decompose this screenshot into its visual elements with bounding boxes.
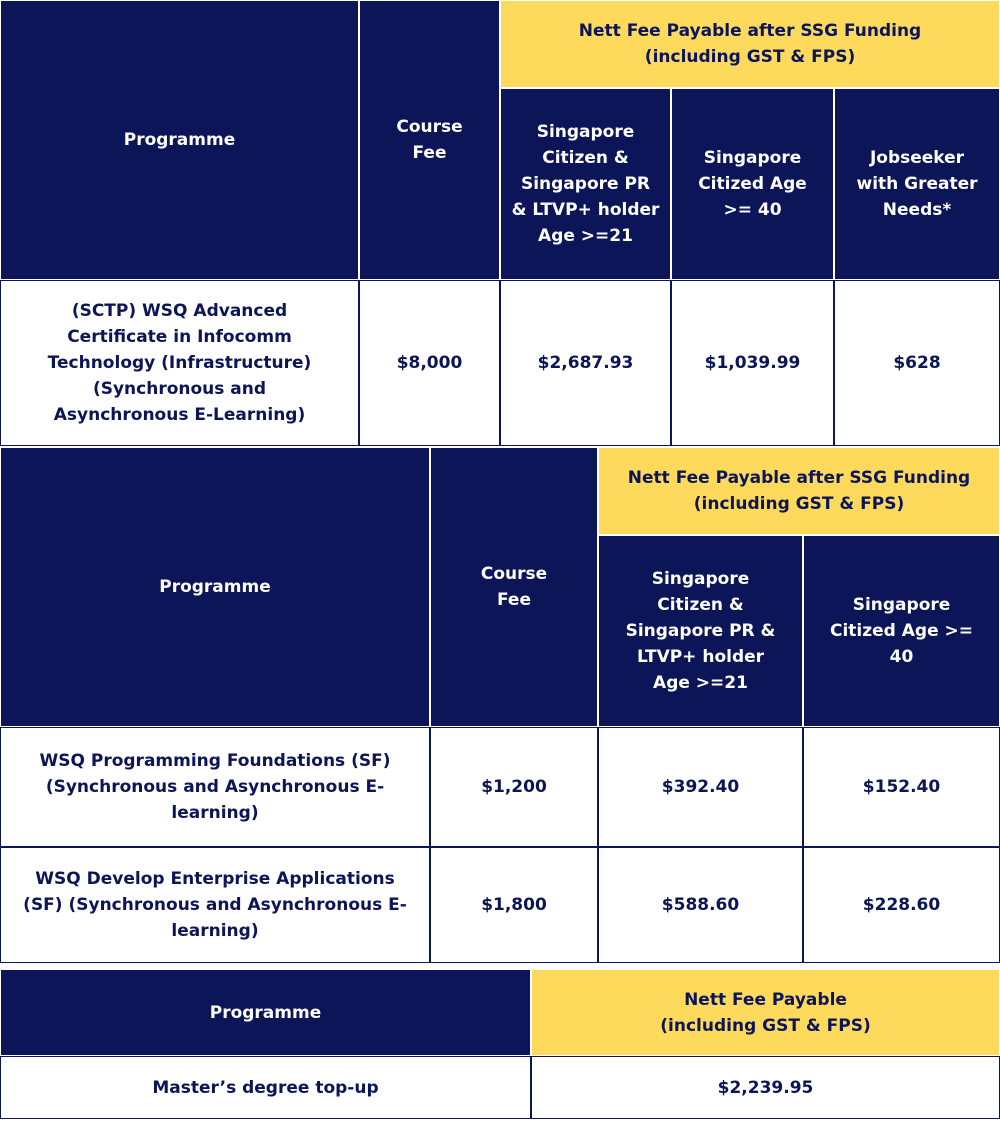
nett-fee-header: Nett Fee Payable after SSG Funding (including GST & FPS) (598, 447, 1000, 535)
course-fee-header: Course Fee (359, 0, 500, 280)
citizen-pr-cell: $392.40 (598, 727, 803, 847)
nett-fee-header-line2: (including GST & FPS) (660, 1015, 871, 1036)
table-row (0, 280, 1000, 446)
citizen-pr-cell: $2,687.93 (500, 280, 671, 446)
course-fee-cell: $8,000 (359, 280, 500, 446)
citizen-40-cell: $152.40 (803, 727, 1000, 847)
citizen-40-header: Singapore Citized Age >= 40 (803, 535, 1000, 727)
programme-header: Programme (0, 447, 430, 727)
sctp-fee-table (0, 0, 1000, 446)
table-row (0, 1056, 1000, 1119)
nett-fee-header (531, 969, 1000, 1056)
jobseeker-cell: $628 (834, 280, 1000, 446)
citizen-pr-header: Singapore Citizen & Singapore PR & LTVP+ holder Age >=21 (500, 88, 671, 280)
programme-cell: WSQ Develop Enterprise Applications (SF) (Synchronous and Asynchronous E-learning) (0, 847, 430, 963)
course-fee-header: Course Fee (430, 447, 598, 727)
top-up-fee-table (0, 969, 1000, 1119)
nett-fee-header-line1: Nett Fee Payable (684, 989, 847, 1010)
programme-cell: WSQ Programming Foundations (SF) (Synchronous and Asynchronous E-learning) (0, 727, 430, 847)
citizen-40-cell: $1,039.99 (671, 280, 834, 446)
sf-fee-table (0, 447, 1000, 963)
programme-header: Programme (0, 969, 531, 1056)
nett-fee-header: Nett Fee Payable after SSG Funding (including GST & FPS) (500, 0, 1000, 88)
table-row (0, 847, 1000, 963)
programme-cell: (SCTP) WSQ Advanced Certificate in Infocomm Technology (Infrastructure) (Synchronous and Asynchronous E-Learning) (0, 280, 359, 446)
table-row (0, 727, 1000, 847)
citizen-40-header: Singapore Citized Age >= 40 (671, 88, 834, 280)
citizen-pr-header: Singapore Citizen & Singapore PR & LTVP+ holder Age >=21 (598, 535, 803, 727)
programme-cell: Master’s degree top-up (0, 1056, 531, 1119)
programme-header: Programme (0, 0, 359, 280)
citizen-40-cell: $228.60 (803, 847, 1000, 963)
course-fee-cell: $1,200 (430, 727, 598, 847)
jobseeker-header: Jobseeker with Greater Needs* (834, 88, 1000, 280)
course-fee-cell: $1,800 (430, 847, 598, 963)
nett-fee-cell: $2,239.95 (531, 1056, 1000, 1119)
citizen-pr-cell: $588.60 (598, 847, 803, 963)
